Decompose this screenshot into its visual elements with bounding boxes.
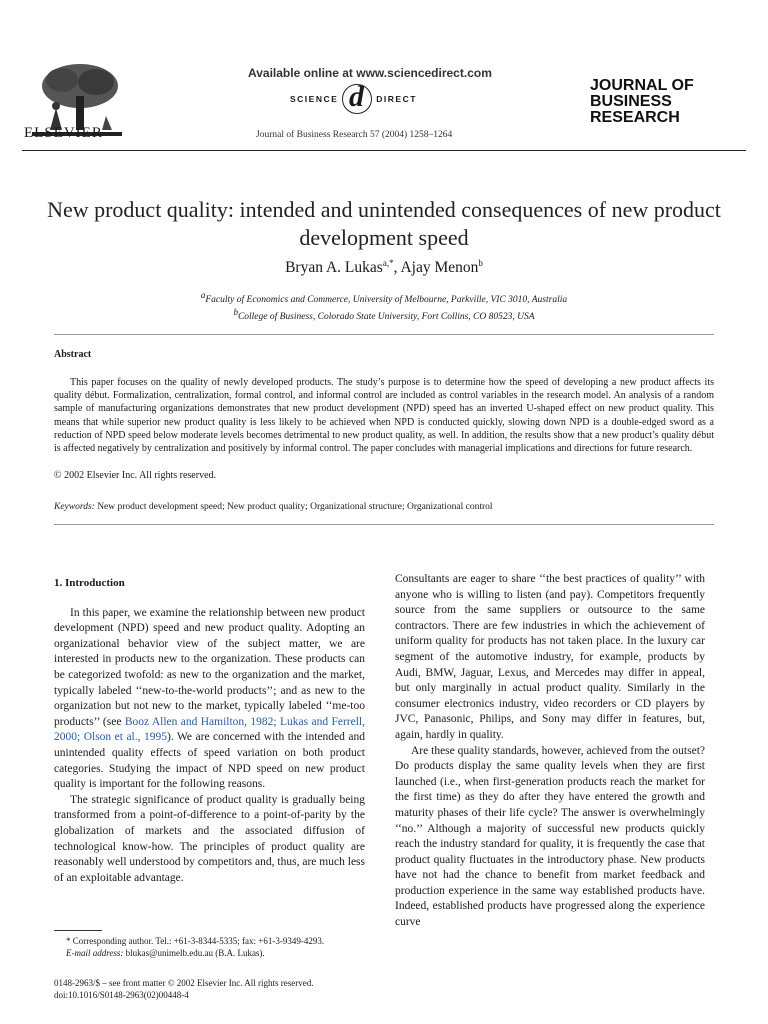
abstract-copyright: © 2002 Elsevier Inc. All rights reserved. <box>54 470 217 481</box>
keywords <box>54 502 714 512</box>
author-2-sup: b <box>478 258 483 268</box>
author-2: Ajay Menon <box>400 259 479 277</box>
sd-mark-icon: d <box>342 84 372 114</box>
right-paragraph-1: Consultants are eager to share ‘‘the best practices of quality’’ with anyone who is willing to listen (and pay). Competitors frequently source from the same suppliers or outsource to the same contractors. There are few industries in which the achievement of uniform quality for products has not taken place. In the luxury car segment of the automotive industry, for example, products by Audi, BMW, Jaguar, Lexus, and Mercedes may differ in appeal, but only marginally in actual product quality. Similarly in the consumer electronics industry, video recorders or CD players by JVC, Panasonic, Philips, and Sony may differ in features, but, again, hardly in quality. <box>395 573 705 741</box>
keywords-list: New product development speed; New product quality; Organizational structure; Organizational control <box>94 502 493 512</box>
journal-name-line2: BUSINESS <box>590 93 672 110</box>
keywords-label: Keywords: <box>54 502 95 512</box>
footnote-rule <box>54 930 102 931</box>
affiliation-b: $^b$College of Business, Colorado State University, Fort Collins, CO 80523, USA <box>233 307 535 323</box>
footnote <box>54 935 374 959</box>
journal-reference: Journal of Business Research 57 (2004) 1258–1264 <box>256 130 453 140</box>
journal-logo <box>590 78 694 126</box>
journal-name-line3: RESEARCH <box>590 109 680 126</box>
doi-line[interactable]: doi:10.1016/S0148-2963(02)00448-4 <box>54 990 189 1000</box>
abstract-top-divider <box>54 334 714 335</box>
issn-line: 0148-2963/$ – see front matter © 2002 Elsevier Inc. All rights reserved. <box>54 978 314 988</box>
left-paragraph-2: The strategic significance of product quality is gradually being transformed from a point-of-difference to a point-of-parity by the globalization of markets and the associated diffusion of technological know-how. The principles of product quality are reasonably well understood by competitors and, thus, are much less of an exploitable advantage. <box>54 793 365 884</box>
email-address[interactable]: blukas@unimelb.edu.au (B.A. Lukas). <box>123 948 265 958</box>
article-title: New product quality: intended and unintended consequences of new product development speed <box>47 197 721 250</box>
right-paragraph-2: Are these quality standards, however, achieved from the outset? Do products display the same quality levels when they are first launched (i.e., when first-generation products reach the market for the first time) as they do after they have entered the growth and maturity phases of their life cycle? The answer is overwhelmingly ‘‘no.’’ Although a majority of successful new products quickly reach the industry standard for quality, it is frequently the case that product quality fluctuates in the introductory phase. New products have not had the chance to benefit from market feedback and production experience in the same way established products have. Indeed, established products have progressed along the experience curve <box>395 744 705 929</box>
affiliation-a: $^a$Faculty of Economics and Commerce, University of Melbourne, Parkville, VIC 3010, Australia <box>200 290 568 306</box>
author-1: Bryan A. Lukas <box>285 259 383 277</box>
email-line: E-mail address: blukas@unimelb.edu.au (B.A. Lukas). <box>66 948 265 958</box>
affiliations <box>40 289 728 323</box>
author-list <box>40 258 728 277</box>
available-online-text[interactable]: Available online at www.sciencedirect.com <box>248 66 492 80</box>
header-divider <box>22 150 746 151</box>
right-column <box>395 572 705 931</box>
publisher-name: ELSEVIER <box>24 125 103 141</box>
author-sep: , <box>393 259 401 277</box>
corresponding-author: * Corresponding author. Tel.: +61-3-8344-5335; fax: +61-3-9349-4293. <box>66 936 325 946</box>
sd-right-text: DIRECT <box>376 94 417 104</box>
footer <box>54 977 314 1001</box>
abstract-bottom-divider <box>54 524 714 525</box>
abstract-heading: Abstract <box>54 349 92 360</box>
section-heading: 1. Introduction <box>54 577 125 589</box>
citation-link[interactable]: Booz Allen and Hamilton, 1982; Lukas and Ferrell, 2000; Olson et al., 1995 <box>54 715 365 744</box>
sciencedirect-logo <box>290 80 417 114</box>
left-paragraph-1: In this paper, we examine the relationship between new product development (NPD) speed and new product quality. Adopting an organizational behavior view of the subject matter, we are interested in products new to the organization. These products can be categorized twofold: as new to the organization and the market, typically labeled ‘‘new-to-the-world products’’; and as new to the organization but not new to the market, typically labeled ‘‘me-too products’’ (see Booz Allen and Hamilton, 1982; Lukas and Ferrell, 2000; Olson et al., 1995). We are concerned with the intended and unintended quality effects of speed variation on both product categories. Studying the impact of NPD speed on new product quality is important for the following reasons. <box>54 606 365 791</box>
author-1-sup: a,* <box>382 258 394 268</box>
abstract-body: This paper focuses on the quality of newly developed products. The study’s purpose is to determine how the speed of developing a new product affects its quality début. Formalization, centralization, formal control, and informal control are included as control variables in the research model. An analysis of a random sample of manufacturing organizations demonstrates that new product development (NPD) speed has an inverted U-shaped effect on new product quality. This means that while superior new product quality is less likely to be achieved when NPD is conducted quickly, slowing down NPD is a double-edged sword as a reduction of NPD speed below moderate levels becomes detrimental to new product quality, as well. In addition, the results show that a new product’s quality début is affected negatively by centralization and positively by informal control. The paper concludes with managerial implications and directions for future research. <box>54 377 714 455</box>
journal-name-line1: JOURNAL OF <box>590 77 694 94</box>
left-column <box>54 576 365 886</box>
sd-left-text: SCIENCE <box>290 94 339 104</box>
